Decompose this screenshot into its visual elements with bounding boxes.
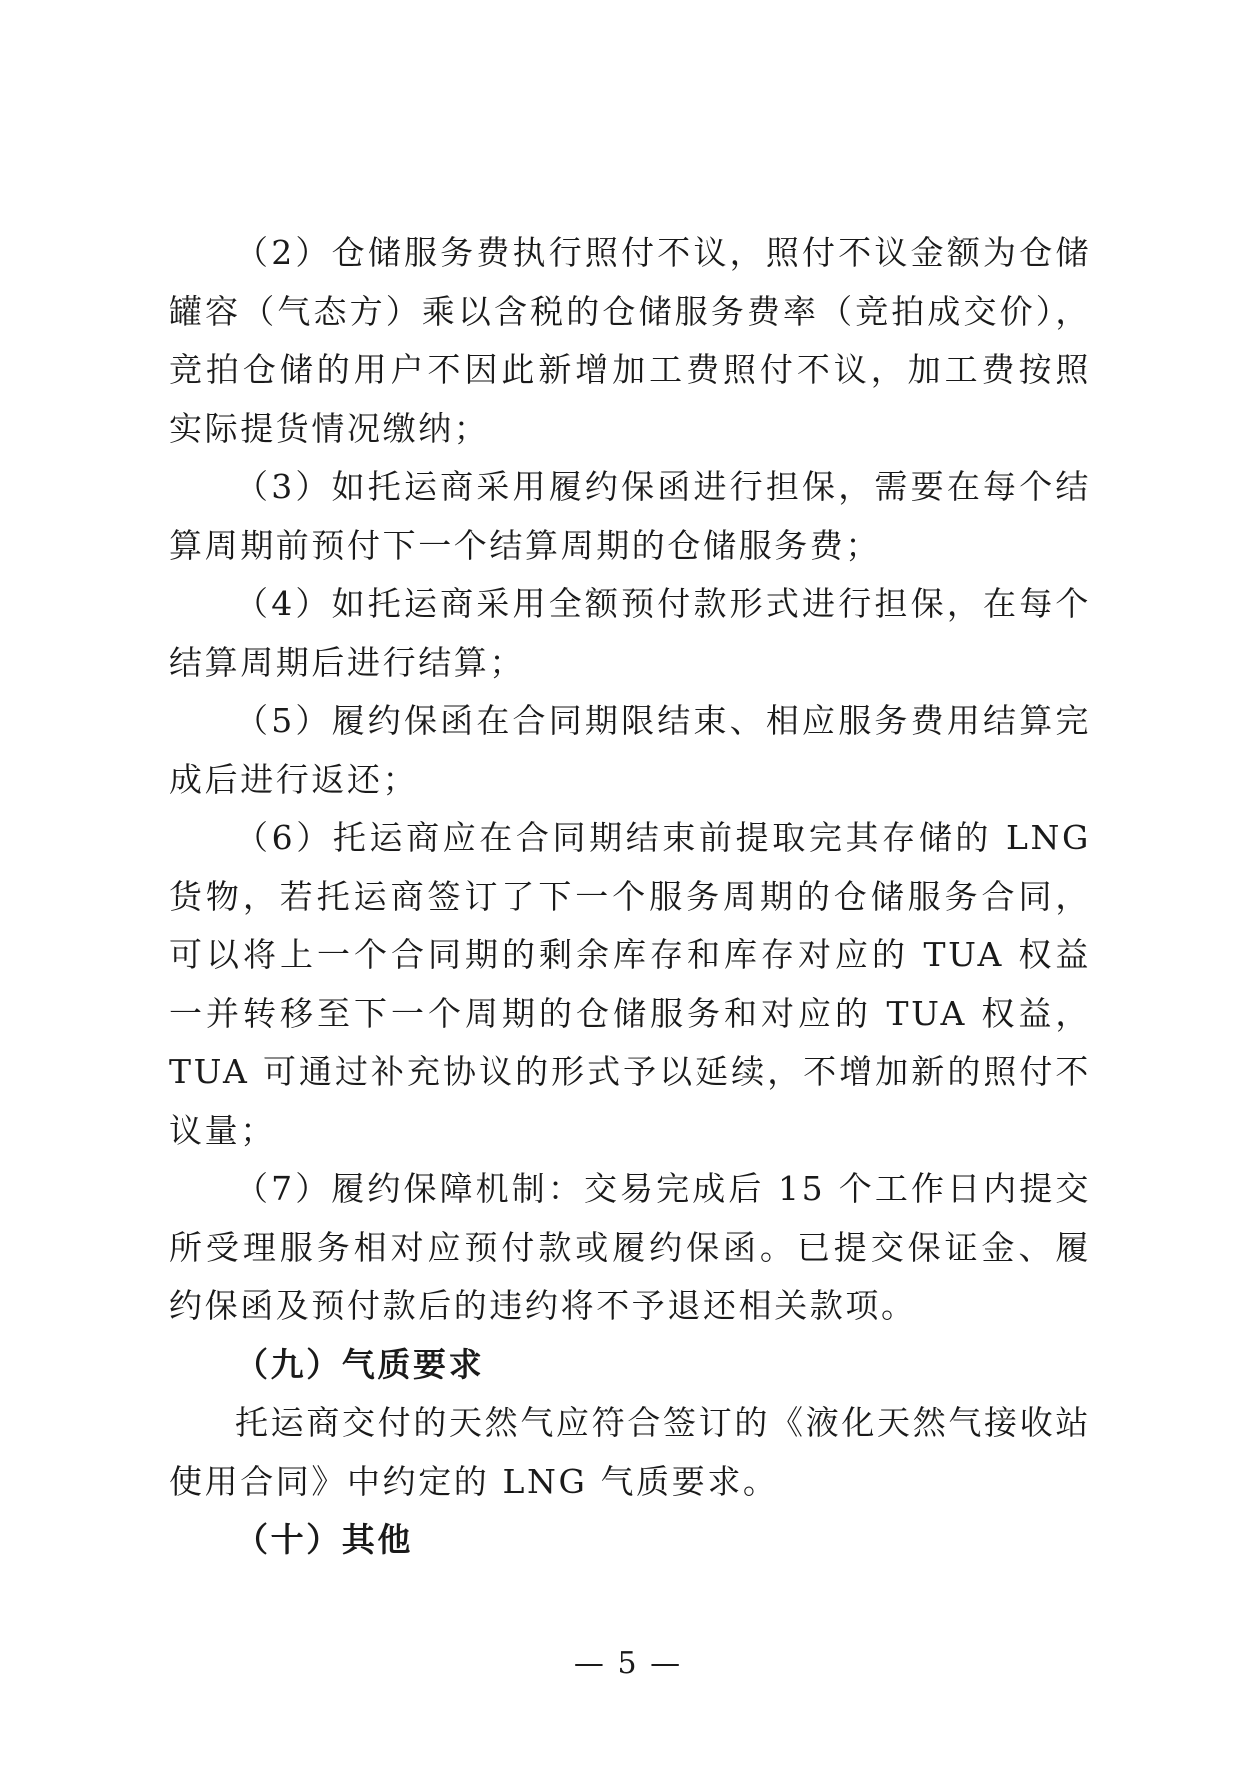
section-ten-heading: （十）其他	[235, 1520, 413, 1559]
document-body	[169, 224, 1091, 1570]
paragraph-item-6: （6）托运商应在合同期结束前提取完其存储的 LNG 货物，若托运商签订了下一个服务周期的仓储服务合同，可以将上一个合同期的剩余库存和库存对应的 TUA 权益一并转移至下一个周期的仓储服务和对应的 TUA 权益，TUA 可通过补充协议的形式予以延续，不增加新的照付不议量；	[169, 818, 1091, 1150]
page-number: — 5 —	[573, 1646, 683, 1681]
paragraph-item-4: （4）如托运商采用全额预付款形式进行担保，在每个结算周期后进行结算；	[169, 584, 1091, 682]
paragraph-item-5: （5）履约保函在合同期限结束、相应服务费用结算完成后进行返还；	[169, 701, 1091, 799]
paragraph-item-2: （2）仓储服务费执行照付不议，照付不议金额为仓储罐容（气态方）乘以含税的仓储服务费率（竞拍成交价），竞拍仓储的用户不因此新增加工费照付不议，加工费按照实际提货情况缴纳；	[169, 233, 1091, 448]
section-nine-body: 托运商交付的天然气应符合签订的《液化天然气接收站使用合同》中约定的 LNG 气质要求。	[169, 1403, 1091, 1501]
paragraph-item-7: （7）履约保障机制：交易完成后 15 个工作日内提交所受理服务相对应预付款或履约保函。已提交保证金、履约保函及预付款后的违约将不予退还相关款项。	[169, 1169, 1091, 1325]
section-nine-heading: （九）气质要求	[235, 1344, 485, 1384]
paragraph-item-3: （3）如托运商采用履约保函进行担保，需要在每个结算周期前预付下一个结算周期的仓储服务费；	[169, 467, 1091, 565]
